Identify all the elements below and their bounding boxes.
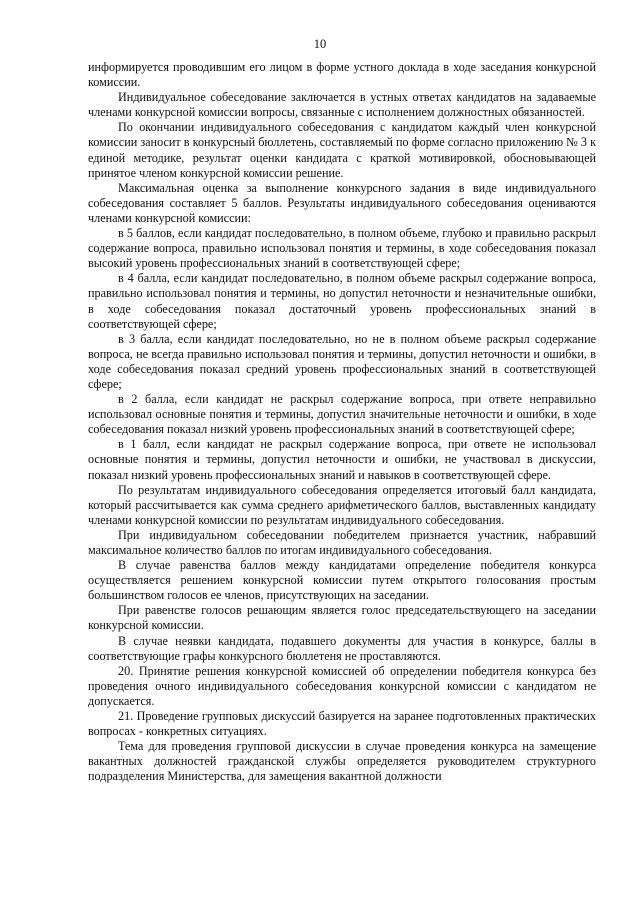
paragraph: Индивидуальное собеседование заключается в устных ответах кандидатов на задаваемые членами конкурсной комиссии вопросы, связанные с исполнением должностных обязанностей.: [88, 90, 596, 120]
paragraph: По результатам индивидуального собеседования определяется итоговый балл кандидата, который рассчитывается как сумма среднего арифметического баллов, выставленных кандидату членами конкурсной комиссии по результатам индивидуального собеседования.: [88, 482, 596, 527]
paragraph: информируется проводившим его лицом в форме устного доклада в ходе заседания конкурсной комиссии.: [88, 60, 596, 90]
paragraph: в 4 балла, если кандидат последовательно, в полном объеме раскрыл содержание вопроса, правильно использовал понятия и термины, но допустил неточности и незначительные ошибки, в ходе собеседования показал достаточный уровень профессиональных знаний в соответствующей сфере;: [88, 271, 596, 331]
page-number: 10: [313, 37, 327, 51]
document-body: [88, 60, 596, 785]
paragraph: в 5 баллов, если кандидат последовательно, в полном объеме, глубоко и правильно раскрыл содержание вопроса, правильно использовал понятия и термины, в ходе собеседования показал высокий уровень профессиональных знаний в соответствующей сфере;: [88, 226, 596, 271]
paragraph: При индивидуальном собеседовании победителем признается участник, набравший максимальное количество баллов по итогам индивидуального собеседования.: [88, 527, 596, 557]
paragraph: в 1 балл, если кандидат не раскрыл содержание вопроса, при ответе не использовал основные понятия и термины, допустил неточности и ошибки, не участвовал в дискуссии, показал низкий уровень профессиональных знаний и навыков в соответствующей сфере.: [88, 437, 596, 482]
paragraph: При равенстве голосов решающим является голос председательствующего на заседании конкурсной комиссии.: [88, 603, 596, 633]
paragraph: Максимальная оценка за выполнение конкурсного задания в виде индивидуального собеседования составляет 5 баллов. Результаты индивидуального собеседования оцениваются членами конкурсной комиссии:: [88, 180, 596, 225]
paragraph: По окончании индивидуального собеседования с кандидатом каждый член конкурсной комиссии заносит в конкурсный бюллетень, составляемый по форме согласно приложению № 3 к единой методике, результат оценки кандидата с краткой мотивировкой, обосновывающей принятое членом конкурсной комиссии решение.: [88, 120, 596, 180]
paragraph: В случае равенства баллов между кандидатами определение победителя конкурса осуществляется решением конкурсной комиссии путем открытого голосования простым большинством голосов ее членов, присутствующих на заседании.: [88, 558, 596, 603]
paragraph: в 3 балла, если кандидат последовательно, но не в полном объеме раскрыл содержание вопроса, не всегда правильно использовал понятия и термины, допустил неточности и ошибки, в ходе собеседования показал средний уровень профессиональных знаний в соответствующей сфере;: [88, 331, 596, 391]
paragraph: 21. Проведение групповых дискуссий базируется на заранее подготовленных практических вопросах - конкретных ситуациях.: [88, 709, 596, 739]
paragraph: в 2 балла, если кандидат не раскрыл содержание вопроса, при ответе неправильно использовал основные понятия и термины, допустил значительные неточности и ошибки, в ходе собеседования показал низкий уровень профессиональных знаний в соответствующей сфере;: [88, 392, 596, 437]
paragraph: Тема для проведения групповой дискуссии в случае проведения конкурса на замещение вакантных должностей гражданской службы определяется руководителем структурного подразделения Министерства, для замещения вакантной должности: [88, 739, 596, 784]
paragraph: 20. Принятие решения конкурсной комиссией об определении победителя конкурса без проведения очного индивидуального собеседования конкурсной комиссии с кандидатом не допускается.: [88, 663, 596, 708]
paragraph: В случае неявки кандидата, подавшего документы для участия в конкурсе, баллы в соответствующие графы конкурсного бюллетеня не проставляются.: [88, 633, 596, 663]
